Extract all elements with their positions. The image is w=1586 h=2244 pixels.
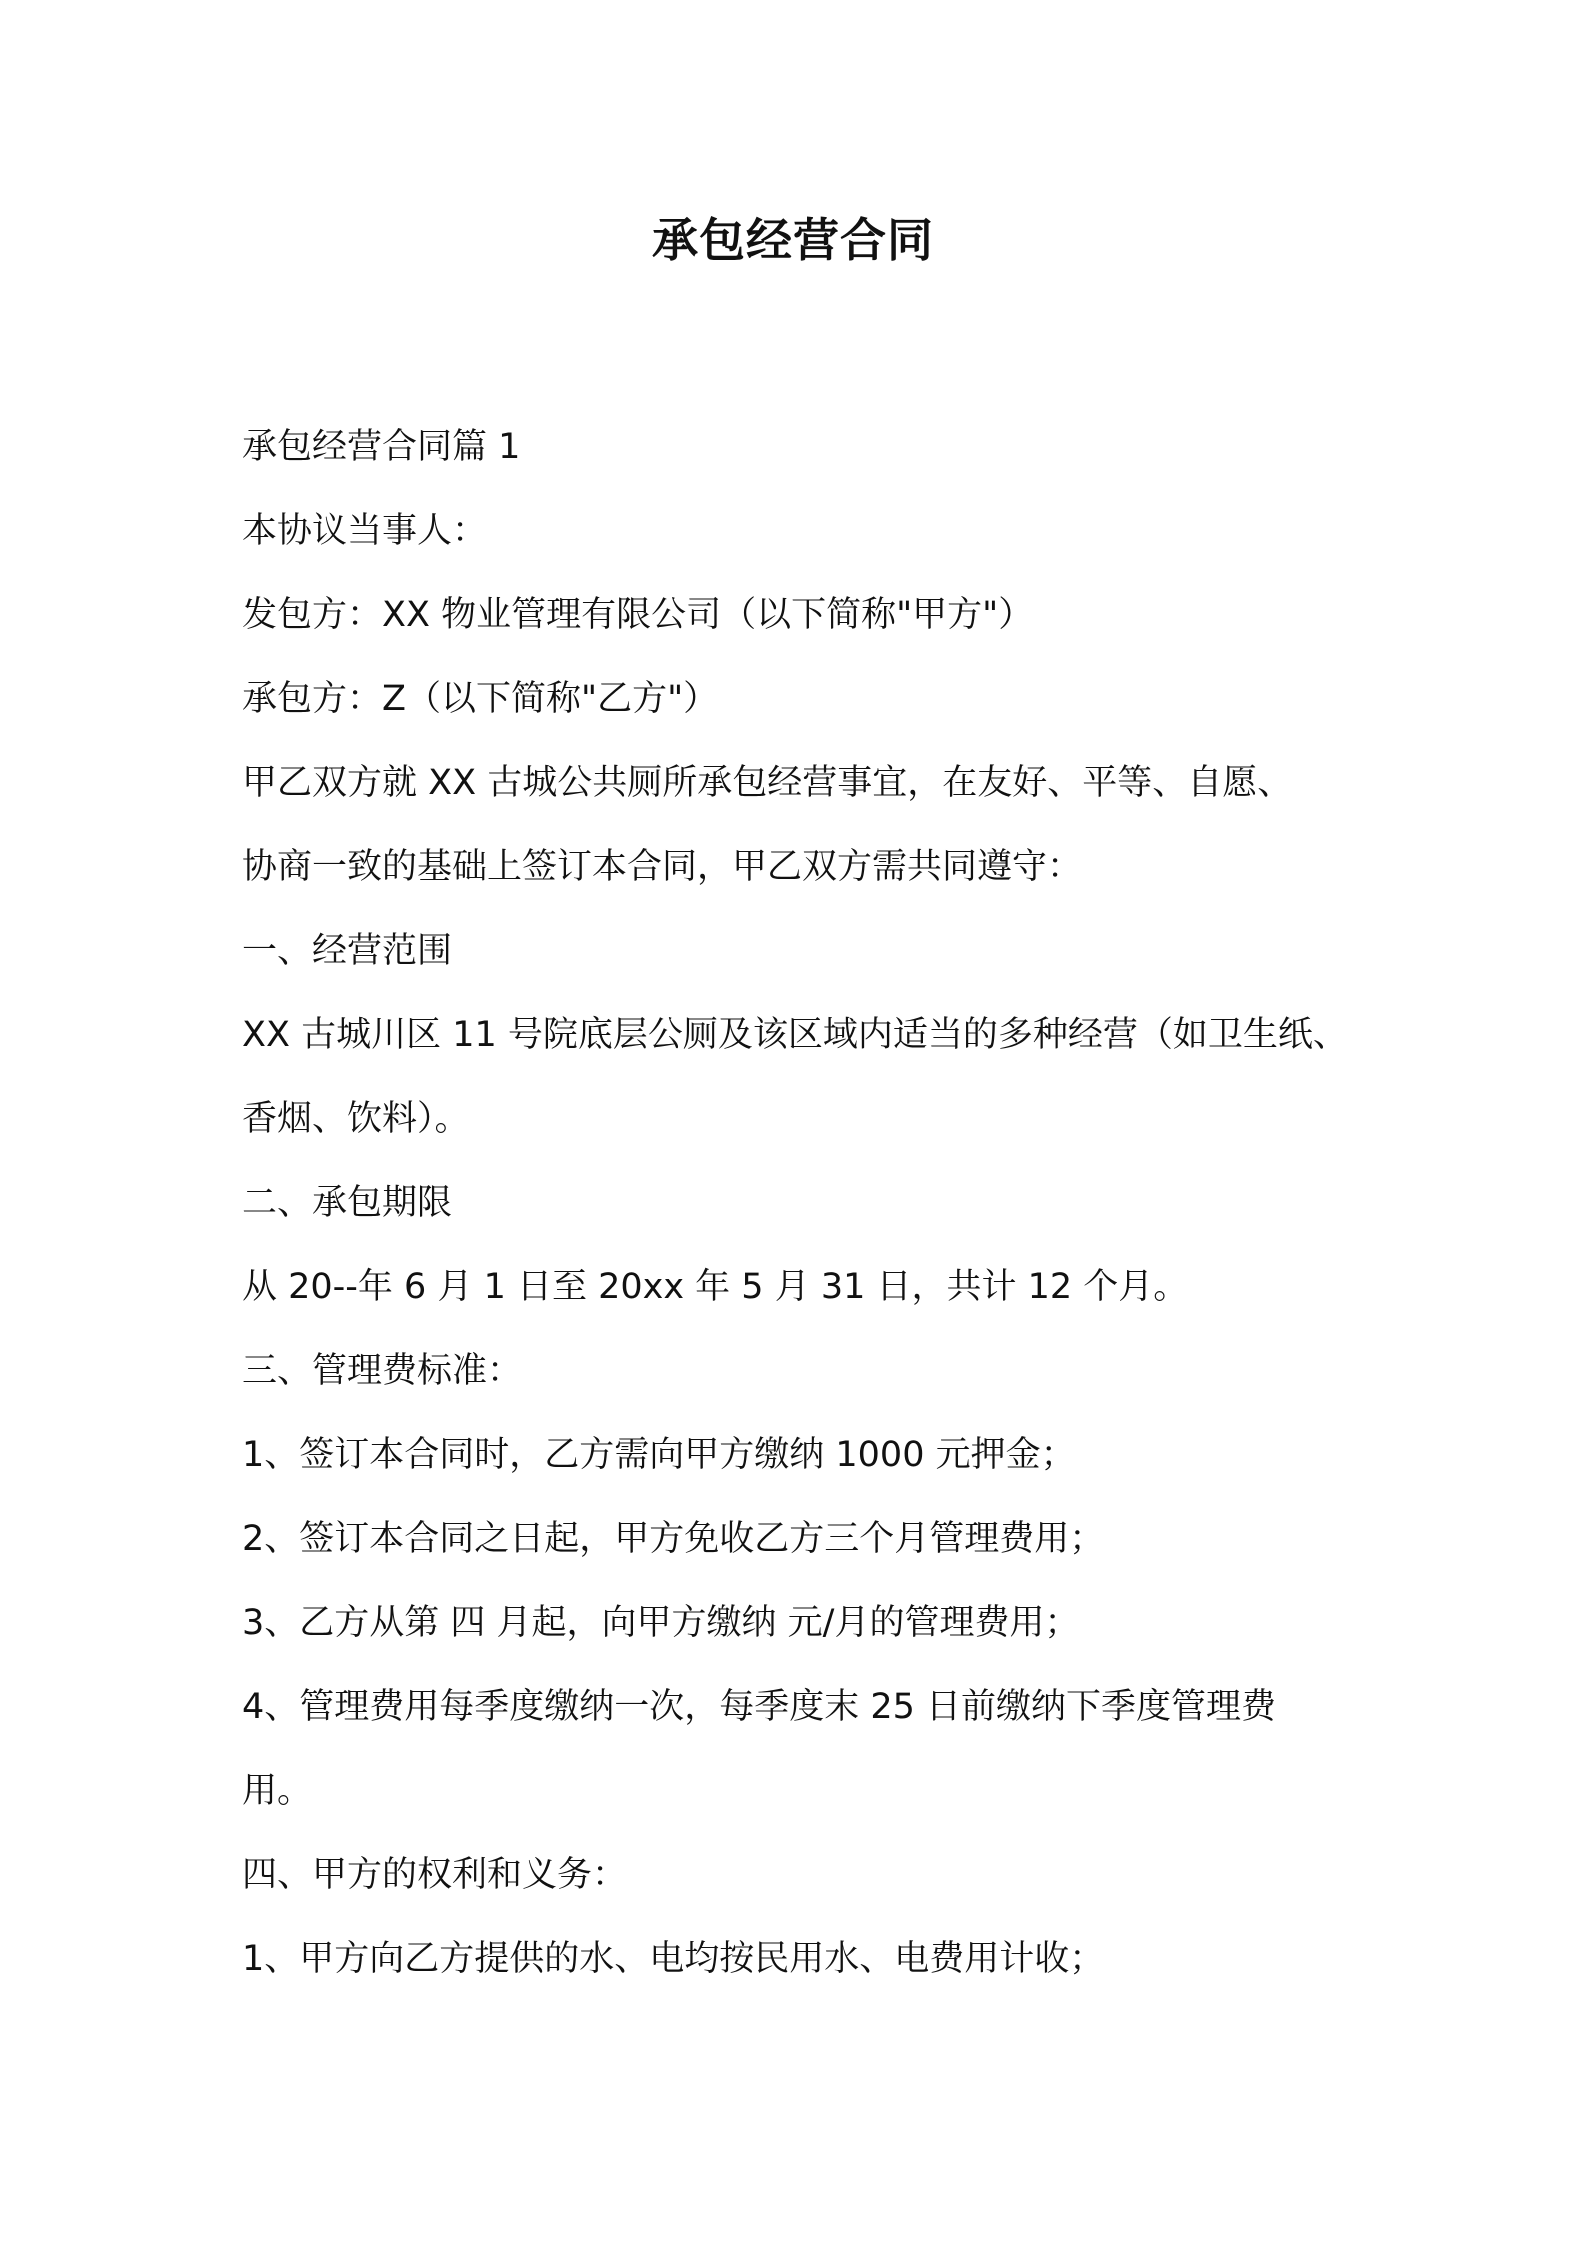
section-heading-part-1: 承包经营合同篇 1	[242, 427, 521, 467]
fee-item-3: 3、乙方从第 四 月起，向甲方缴纳 元/月的管理费用；	[242, 1603, 1080, 1643]
preamble-line-2: 协商一致的基础上签订本合同，甲乙双方需共同遵守：	[242, 847, 1083, 887]
party-a: 发包方：XX 物业管理有限公司（以下简称"甲方"）	[242, 595, 1034, 635]
clause-heading-party-a-rights: 四、甲方的权利和义务：	[242, 1855, 628, 1895]
party-b: 承包方：Z（以下简称"乙方"）	[242, 679, 719, 719]
scope-line-1: XX 古城川区 11 号院底层公厕及该区域内适当的多种经营（如卫生纸、	[242, 1015, 1348, 1055]
clause-heading-term: 二、承包期限	[242, 1183, 453, 1223]
parties-intro: 本协议当事人：	[242, 511, 488, 551]
clause-heading-scope: 一、经营范围	[242, 931, 453, 971]
document-body	[242, 405, 1382, 2001]
fee-item-1: 1、签订本合同时，乙方需向甲方缴纳 1000 元押金；	[242, 1435, 1076, 1475]
document-title: 承包经营合同	[652, 213, 934, 267]
party-a-rights-item-1: 1、甲方向乙方提供的水、电均按民用水、电费用计收；	[242, 1939, 1105, 1979]
fee-item-4-line-1: 4、管理费用每季度缴纳一次，每季度末 25 日前缴纳下季度管理费	[242, 1687, 1277, 1727]
term-line: 从 20--年 6 月 1 日至 20xx 年 5 月 31 日，共计 12 个月。	[242, 1267, 1189, 1307]
fee-item-2: 2、签订本合同之日起，甲方免收乙方三个月管理费用；	[242, 1519, 1105, 1559]
scope-line-2: 香烟、饮料）。	[242, 1099, 470, 1139]
fee-item-4-line-2: 用。	[242, 1771, 313, 1811]
preamble-line-1: 甲乙双方就 XX 古城公共厕所承包经营事宜，在友好、平等、自愿、	[242, 763, 1293, 803]
clause-heading-fees: 三、管理费标准：	[242, 1351, 523, 1391]
